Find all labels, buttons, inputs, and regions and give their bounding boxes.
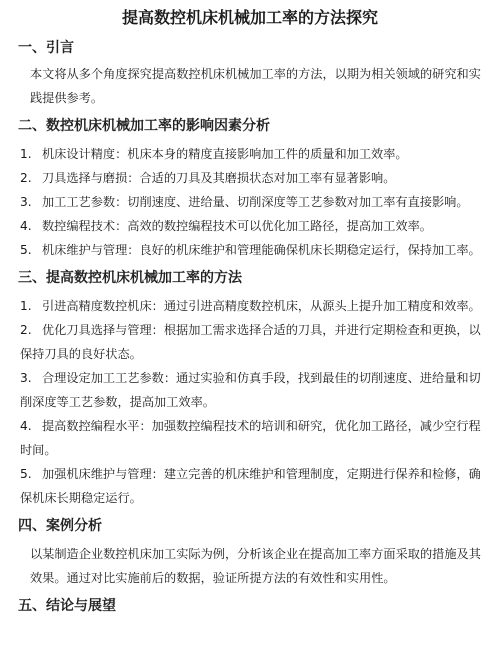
list-number: 5.	[20, 467, 32, 481]
list-item	[12, 238, 488, 262]
list-number: 1.	[20, 299, 32, 313]
list-number: 3.	[20, 195, 32, 209]
list-text: 机床设计精度：机床本身的精度直接影响加工件的质量和加工效率。	[42, 147, 408, 161]
section-heading: 五、结论与展望	[18, 598, 116, 614]
section-heading: 一、引言	[18, 40, 74, 56]
list-item	[12, 294, 488, 318]
section-conclusion	[12, 590, 488, 622]
section-factors	[12, 110, 488, 262]
section-heading: 四、案例分析	[18, 518, 102, 534]
section-heading: 三、提高数控机床机械加工率的方法	[18, 270, 242, 286]
section-paragraph: 本文将从多个角度探究提高数控机床机械加工率的方法，以期为相关领域的研究和实践提供参考。	[30, 67, 481, 105]
list-item	[12, 318, 488, 366]
list-item	[12, 366, 488, 414]
section-paragraph: 以某制造企业数控机床加工实际为例，分析该企业在提高加工率方面采取的措施及其效果。通过对比实施前后的数据，验证所提方法的有效性和实用性。	[30, 547, 481, 585]
list-number: 2.	[20, 171, 32, 185]
section-heading: 二、数控机床机械加工率的影响因素分析	[18, 118, 270, 134]
section-case-study	[12, 510, 488, 590]
list-item	[12, 414, 488, 462]
list-text: 加强机床维护与管理：建立完善的机床维护和管理制度，定期进行保养和检修，确保机床长期稳定运行。	[20, 467, 481, 505]
list-text: 提高数控编程水平：加强数控编程技术的培训和研究，优化加工路径，减少空行程时间。	[20, 419, 481, 457]
list-text: 引进高精度数控机床：通过引进高精度数控机床，从源头上提升加工精度和效率。	[42, 299, 481, 313]
list-number: 4.	[20, 419, 32, 433]
list-text: 加工工艺参数：切削速度、进给量、切削深度等工艺参数对加工率有直接影响。	[42, 195, 469, 209]
list-number: 1.	[20, 147, 32, 161]
list-item	[12, 190, 488, 214]
list-number: 4.	[20, 219, 32, 233]
list-text: 机床维护与管理：良好的机床维护和管理能确保机床长期稳定运行，保持加工率。	[42, 243, 481, 257]
list-item	[12, 142, 488, 166]
list-number: 5.	[20, 243, 32, 257]
list-text: 优化刀具选择与管理：根据加工需求选择合适的刀具，并进行定期检查和更换，以保持刀具的良好状态。	[20, 323, 481, 361]
list-item	[12, 462, 488, 510]
document-title: 提高数控机床机械加工率的方法探究	[121, 8, 378, 27]
list-text: 刀具选择与磨损：合适的刀具及其磨损状态对加工率有显著影响。	[42, 171, 396, 185]
section-methods	[12, 262, 488, 510]
list-number: 2.	[20, 323, 32, 337]
list-item	[12, 214, 488, 238]
list-text: 合理设定加工工艺参数：通过实验和仿真手段，找到最佳的切削速度、进给量和切削深度等工艺参数，提高加工效率。	[20, 371, 481, 409]
list-text: 数控编程技术：高效的数控编程技术可以优化加工路径，提高加工效率。	[42, 219, 432, 233]
section-introduction	[12, 34, 488, 110]
list-number: 3.	[20, 371, 32, 385]
list-item	[12, 166, 488, 190]
